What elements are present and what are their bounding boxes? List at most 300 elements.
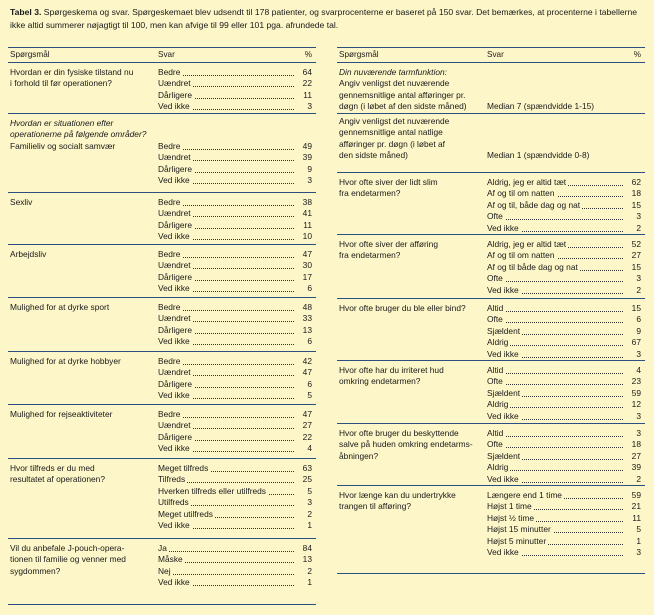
- answer-label: Hverken tilfreds eller utilfreds: [158, 485, 266, 496]
- answer-label: Uændret: [158, 208, 191, 219]
- answer-label: Meget tilfreds: [158, 463, 209, 473]
- question-group: [8, 298, 316, 352]
- answer-row: [158, 175, 312, 186]
- answer-label: Aldrig, jeg er altid tæt: [487, 177, 567, 187]
- question-line: sygdommen?: [10, 565, 61, 576]
- answer-label: Ofte: [487, 273, 503, 284]
- answer-label: Median 7 (spændvidde 1-15): [487, 101, 595, 112]
- answer-label: Ved ikke: [158, 336, 190, 347]
- answer-percent: 2: [307, 565, 312, 576]
- dot-leader: [487, 219, 623, 220]
- answer-percent: 2: [636, 284, 641, 295]
- answer-label: Længere end 1 time: [487, 490, 562, 500]
- question-line: Hvor ofte bruger du ble eller bind?: [339, 303, 466, 313]
- question-text: [339, 303, 479, 314]
- question-line: Hvor ofte siver der afføring: [339, 239, 438, 249]
- answer-row: [487, 388, 641, 399]
- answer-label: Aldrig: [487, 337, 509, 348]
- answer-percent: 17: [302, 271, 312, 282]
- section-intro: [10, 118, 310, 141]
- question-line: fra endetarmen?: [339, 250, 401, 261]
- header-question: Spørgsmål: [339, 50, 379, 59]
- answer-label: Ved ikke: [158, 443, 190, 454]
- answer-label: Uændret: [158, 367, 191, 378]
- answer-percent: 21: [631, 501, 641, 512]
- left-column: [8, 47, 316, 605]
- answer-label: Uændret: [158, 152, 191, 163]
- question-text: [10, 356, 150, 367]
- answer-row: [158, 197, 312, 208]
- answer-label: Bedre: [158, 197, 181, 207]
- answer-row: [487, 285, 641, 296]
- answer-row: [487, 462, 641, 473]
- answer-label: Bedre: [158, 302, 181, 312]
- question-text: [10, 463, 150, 486]
- answer-row: [158, 313, 312, 324]
- answer-label: Altid: [487, 428, 504, 438]
- answer-percent: 10: [302, 231, 312, 242]
- question-line: gennemsnitlige antal afføringer pr.: [339, 89, 466, 100]
- answer-row: [158, 474, 312, 485]
- question-group: [337, 361, 645, 424]
- answer-label: Bedre: [158, 249, 181, 259]
- answer-row: [158, 554, 312, 565]
- answer-percent: 5: [636, 524, 641, 535]
- question-text: [339, 116, 479, 162]
- answer-percent: 15: [631, 199, 641, 210]
- answer-row: [487, 273, 641, 284]
- question-text: [10, 197, 150, 208]
- answer-percent: 27: [631, 250, 641, 261]
- answer-percent: 3: [636, 211, 641, 222]
- question-text: [10, 141, 150, 152]
- answer-label: Dårligere: [158, 324, 192, 335]
- answer-row: [487, 490, 641, 501]
- answer-percent: 22: [302, 431, 312, 442]
- answer-label: Ofte: [487, 211, 503, 222]
- answer-label: Dårligere: [158, 163, 192, 174]
- answer-row: [158, 152, 312, 163]
- question-text: [339, 490, 479, 513]
- answer-row: [158, 577, 312, 588]
- answer-label: Af og til om natten: [487, 188, 555, 199]
- answer-label: Bedre: [158, 356, 181, 366]
- answer-row: [487, 501, 641, 512]
- answer-percent: 67: [631, 337, 641, 348]
- answer-percent: 84: [302, 543, 312, 553]
- answer-percent: 3: [307, 497, 312, 508]
- answer-percent: 38: [302, 197, 312, 207]
- answer-percent: 15: [631, 303, 641, 313]
- answer-percent: 39: [631, 462, 641, 473]
- answer-percent: 12: [631, 399, 641, 410]
- dot-leader: [487, 311, 623, 312]
- answer-row: [158, 420, 312, 431]
- answer-percent: 3: [307, 175, 312, 185]
- answer-percent: 41: [302, 208, 312, 219]
- answer-label: Ved ikke: [158, 390, 190, 401]
- answer-label: Aldrig, jeg er altid tæt: [487, 239, 567, 249]
- question-line: den sidste måned): [339, 150, 408, 161]
- answer-row: [487, 524, 641, 535]
- answer-row: [158, 566, 312, 577]
- answer-row: [487, 326, 641, 337]
- answer-row: [158, 509, 312, 520]
- answer-label: Højst 1 time: [487, 501, 532, 512]
- answer-percent: 63: [302, 463, 312, 473]
- answer-percent: 42: [302, 356, 312, 366]
- answer-percent: 15: [631, 261, 641, 272]
- answer-row: [487, 474, 641, 485]
- question-line: omkring endetarmen?: [339, 376, 421, 387]
- answer-label: Ofte: [487, 439, 503, 450]
- answer-row: [158, 325, 312, 336]
- caption-label: Tabel 3.: [10, 7, 42, 17]
- question-text: [339, 239, 479, 262]
- answer-row: [487, 439, 641, 450]
- question-line: Angiv venligst det nuværende: [339, 78, 450, 89]
- answer-percent: 4: [307, 443, 312, 454]
- question-line: døgn (i løbet af den sidste måned): [339, 101, 467, 112]
- answer-label: Dårligere: [158, 89, 192, 100]
- answer-row: [487, 262, 641, 273]
- answer-percent: 6: [307, 336, 312, 347]
- answer-row: [158, 356, 312, 367]
- answer-percent: 23: [631, 376, 641, 387]
- answer-percent: 22: [302, 78, 312, 89]
- table-caption: [10, 6, 644, 31]
- answer-percent: 4: [636, 365, 641, 375]
- answer-label: Bedre: [158, 67, 181, 77]
- question-line: Familieliv og socialt samvær: [10, 140, 116, 151]
- answer-row: [158, 164, 312, 175]
- question-text: [339, 428, 479, 462]
- question-group: [337, 299, 645, 361]
- answer-label: Ved ikke: [158, 283, 190, 294]
- intro-line: operationerne på følgende områder?: [10, 129, 147, 140]
- answer-percent: 6: [307, 283, 312, 294]
- answer-row: [158, 67, 312, 78]
- question-group: [337, 486, 645, 574]
- answer-percent: 6: [636, 314, 641, 325]
- question-line: Hvor længe kan du undertrykke: [339, 490, 456, 500]
- answer-percent: 11: [303, 89, 312, 100]
- answer-row: [487, 223, 641, 234]
- question-line: Hvor ofte har du irriteret hud: [339, 365, 444, 375]
- answer-label: Ved ikke: [487, 222, 519, 233]
- answer-row: [158, 220, 312, 231]
- answer-percent: 3: [636, 273, 641, 284]
- header-answer: Svar: [487, 50, 504, 59]
- answer-percent: 6: [307, 378, 312, 389]
- question-text: [10, 302, 150, 313]
- question-line: tionen til familie og venner med: [10, 554, 126, 565]
- answer-label: Af og til, både dag og nat: [487, 199, 581, 210]
- question-group: [337, 173, 645, 235]
- answer-label: Uændret: [158, 78, 191, 89]
- answer-label: Ved ikke: [158, 577, 190, 588]
- question-line: åbningen?: [339, 450, 379, 461]
- question-line: Mulighed for at dyrke sport: [10, 302, 110, 312]
- header-pct: %: [633, 50, 641, 59]
- answer-row: [158, 463, 312, 474]
- dot-leader: [158, 574, 294, 575]
- answer-percent: 39: [302, 152, 312, 163]
- answer-percent: 1: [307, 577, 312, 588]
- intro-line: Hvordan er situationen efter: [10, 118, 114, 128]
- answer-row: [158, 260, 312, 271]
- answer-label: Ved ikke: [158, 101, 190, 112]
- answer-row: [158, 336, 312, 347]
- answer-percent: 25: [302, 474, 312, 485]
- answer-label: Ved ikke: [158, 520, 190, 530]
- right-column: [337, 47, 645, 574]
- answer-percent: 62: [631, 177, 641, 187]
- question-group: [337, 235, 645, 299]
- answer-percent: 9: [307, 163, 312, 174]
- question-group: [8, 405, 316, 459]
- answer-row: [487, 349, 641, 360]
- answer-label: Altid: [487, 303, 504, 313]
- dot-leader: [487, 373, 623, 374]
- question-text: [10, 249, 150, 260]
- answer-percent: 52: [631, 239, 641, 249]
- answer-row: [487, 411, 641, 422]
- answer-percent: 27: [631, 450, 641, 461]
- question-line: salve på huden omkring endetarms-: [339, 439, 473, 450]
- answer-label: Altid: [487, 365, 504, 375]
- answer-percent: 18: [631, 439, 641, 450]
- intro-line: Din nuværende tarmfunktion:: [339, 67, 447, 77]
- answer-percent: 64: [302, 67, 312, 77]
- answer-percent: 49: [302, 140, 312, 151]
- answer-row: [158, 249, 312, 260]
- question-line: Sexliv: [10, 197, 33, 207]
- answer-row: [487, 337, 641, 348]
- question-text: [339, 78, 479, 112]
- answer-percent: 59: [631, 387, 641, 398]
- answer-label: Ofte: [487, 376, 503, 387]
- answer-row: [158, 367, 312, 378]
- answer-row: [158, 272, 312, 283]
- answer-percent: 47: [302, 249, 312, 259]
- answer-row: [158, 141, 312, 152]
- answer-percent: 47: [302, 367, 312, 378]
- answer-row: [487, 101, 641, 112]
- section-intro: [339, 67, 639, 78]
- question-line: i forhold til før operationen?: [10, 78, 112, 89]
- answer-label: Måske: [158, 554, 183, 565]
- answer-label: Af og til både dag og nat: [487, 261, 578, 272]
- answer-label: Utilfreds: [158, 497, 189, 508]
- answer-row: [158, 231, 312, 242]
- question-group: [8, 114, 316, 193]
- question-line: Mulighed for rejseaktiviteter: [10, 409, 113, 419]
- answer-row: [487, 513, 641, 524]
- dot-leader: [487, 281, 623, 282]
- dot-leader: [158, 551, 294, 552]
- answer-row: [158, 486, 312, 497]
- answer-label: Uændret: [158, 420, 191, 431]
- answer-label: Sjældent: [487, 325, 521, 336]
- answer-percent: 5: [307, 390, 312, 401]
- question-group: [8, 539, 316, 605]
- answer-row: [487, 365, 641, 376]
- answer-percent: 30: [302, 260, 312, 271]
- answer-label: Aldrig: [487, 462, 509, 473]
- answer-row: [158, 443, 312, 454]
- question-text: [10, 543, 150, 577]
- answer-label: Ved ikke: [487, 348, 519, 359]
- question-text: [10, 409, 150, 420]
- answer-row: [487, 303, 641, 314]
- answer-label: Dårligere: [158, 219, 192, 230]
- answer-label: Bedre: [158, 409, 181, 419]
- answer-row: [487, 399, 641, 410]
- answer-row: [487, 239, 641, 250]
- answer-row: [158, 90, 312, 101]
- answer-row: [158, 520, 312, 531]
- answer-label: Ved ikke: [158, 175, 190, 185]
- question-group: [8, 459, 316, 539]
- answer-label: Sjældent: [487, 450, 521, 461]
- answer-percent: 11: [303, 219, 312, 230]
- answer-label: Meget utilfreds: [158, 508, 213, 519]
- answer-row: [487, 314, 641, 325]
- answer-percent: 5: [307, 485, 312, 496]
- answer-percent: 18: [631, 188, 641, 199]
- answer-percent: 3: [636, 348, 641, 359]
- question-line: trangen til afføring?: [339, 501, 412, 512]
- header-question: Spørgsmål: [10, 50, 50, 59]
- header-answer: Svar: [158, 50, 175, 59]
- question-line: Vil du anbefale J-pouch-opera-: [10, 543, 125, 553]
- caption-text: Spørgeskema og svar. Spørgeskemaet blev udsendt til 178 patienter, og svarprocenterne er baseret på 150 svar. Det bemærkes, at procenterne i tabellerne ikke altid summerer nøjagtigt til 100, men kan afvige til 99 eller 101 pga. afrundede tal.: [10, 7, 638, 30]
- answer-row: [487, 536, 641, 547]
- answer-label: Sjældent: [487, 387, 521, 398]
- answer-row: [158, 432, 312, 443]
- dot-leader: [487, 436, 623, 437]
- question-line: Arbejdsliv: [10, 249, 47, 259]
- answer-label: Median 1 (spændvidde 0-8): [487, 150, 590, 161]
- answer-label: Højst ½ time: [487, 512, 534, 523]
- answer-row: [158, 409, 312, 420]
- question-line: Mulighed for at dyrke hobbyer: [10, 356, 121, 366]
- answer-percent: 3: [636, 428, 641, 438]
- answer-row: [487, 211, 641, 222]
- question-text: [10, 67, 150, 90]
- question-group: [337, 114, 645, 173]
- answer-percent: 13: [302, 324, 312, 335]
- answer-percent: 48: [302, 302, 312, 312]
- question-line: Angiv venligst det nuværende: [339, 116, 450, 126]
- answer-row: [158, 497, 312, 508]
- question-line: Hvor ofte siver der lidt slim: [339, 177, 438, 187]
- left-header: [8, 47, 316, 63]
- answer-label: Ved ikke: [487, 410, 519, 421]
- answer-row: [487, 200, 641, 211]
- answer-row: [487, 376, 641, 387]
- question-group: [337, 424, 645, 486]
- answer-label: Bedre: [158, 140, 181, 151]
- answer-percent: 9: [636, 325, 641, 336]
- answer-percent: 2: [636, 222, 641, 233]
- question-line: Hvor ofte bruger du beskyttende: [339, 428, 459, 438]
- question-text: [339, 177, 479, 200]
- answer-label: Nej: [158, 565, 171, 576]
- answer-percent: 2: [307, 508, 312, 519]
- dot-leader: [487, 384, 623, 385]
- answer-percent: 1: [636, 535, 641, 546]
- answer-row: [487, 451, 641, 462]
- answer-percent: 3: [636, 410, 641, 421]
- answer-percent: 2: [636, 473, 641, 484]
- dot-leader: [487, 322, 623, 323]
- answer-label: Uændret: [158, 260, 191, 271]
- header-pct: %: [304, 50, 312, 59]
- answer-row: [158, 379, 312, 390]
- answer-row: [487, 177, 641, 188]
- question-group: [8, 245, 316, 298]
- answer-label: Ved ikke: [158, 231, 190, 242]
- question-group: [337, 63, 645, 114]
- answer-percent: 59: [631, 490, 641, 500]
- answer-percent: 3: [307, 101, 312, 112]
- answer-percent: 47: [302, 409, 312, 419]
- answer-label: Højst 15 minutter: [487, 524, 551, 535]
- answer-row: [158, 543, 312, 554]
- dot-leader: [487, 447, 623, 448]
- answer-row: [487, 150, 641, 161]
- answer-row: [158, 283, 312, 294]
- question-line: Hvordan er din fysiske tilstand nu: [10, 67, 134, 77]
- question-line: Hvor tilfreds er du med: [10, 463, 95, 473]
- answer-label: Dårligere: [158, 431, 192, 442]
- question-group: [8, 193, 316, 245]
- answer-label: Ja: [158, 543, 167, 553]
- answer-percent: 13: [302, 554, 312, 565]
- answer-label: Af og til om natten: [487, 250, 555, 261]
- answer-label: Aldrig: [487, 399, 509, 410]
- answer-label: Ofte: [487, 314, 503, 325]
- answer-row: [487, 188, 641, 199]
- right-header: [337, 47, 645, 63]
- answer-row: [158, 101, 312, 112]
- left-body: [8, 63, 316, 605]
- right-body: [337, 63, 645, 574]
- answer-row: [487, 250, 641, 261]
- question-text: [339, 365, 479, 388]
- answer-percent: 1: [307, 520, 312, 530]
- question-line: fra endetarmen?: [339, 188, 401, 199]
- question-line: afføringer pr. døgn (i løbet af: [339, 138, 445, 149]
- answer-percent: 33: [302, 313, 312, 324]
- answer-percent: 3: [636, 547, 641, 557]
- answer-label: Dårligere: [158, 378, 192, 389]
- question-line: resultatet af operationen?: [10, 474, 105, 485]
- answer-label: Dårligere: [158, 271, 192, 282]
- answer-row: [487, 547, 641, 558]
- answer-label: Ved ikke: [487, 547, 519, 557]
- answer-percent: 11: [632, 512, 641, 523]
- answer-label: Ved ikke: [487, 284, 519, 295]
- answer-row: [487, 428, 641, 439]
- answer-percent: 27: [302, 420, 312, 431]
- question-group: [8, 352, 316, 405]
- answer-label: Uændret: [158, 313, 191, 324]
- question-line: gennemsnitlige antal natlige: [339, 127, 443, 138]
- answer-label: Ved ikke: [487, 473, 519, 484]
